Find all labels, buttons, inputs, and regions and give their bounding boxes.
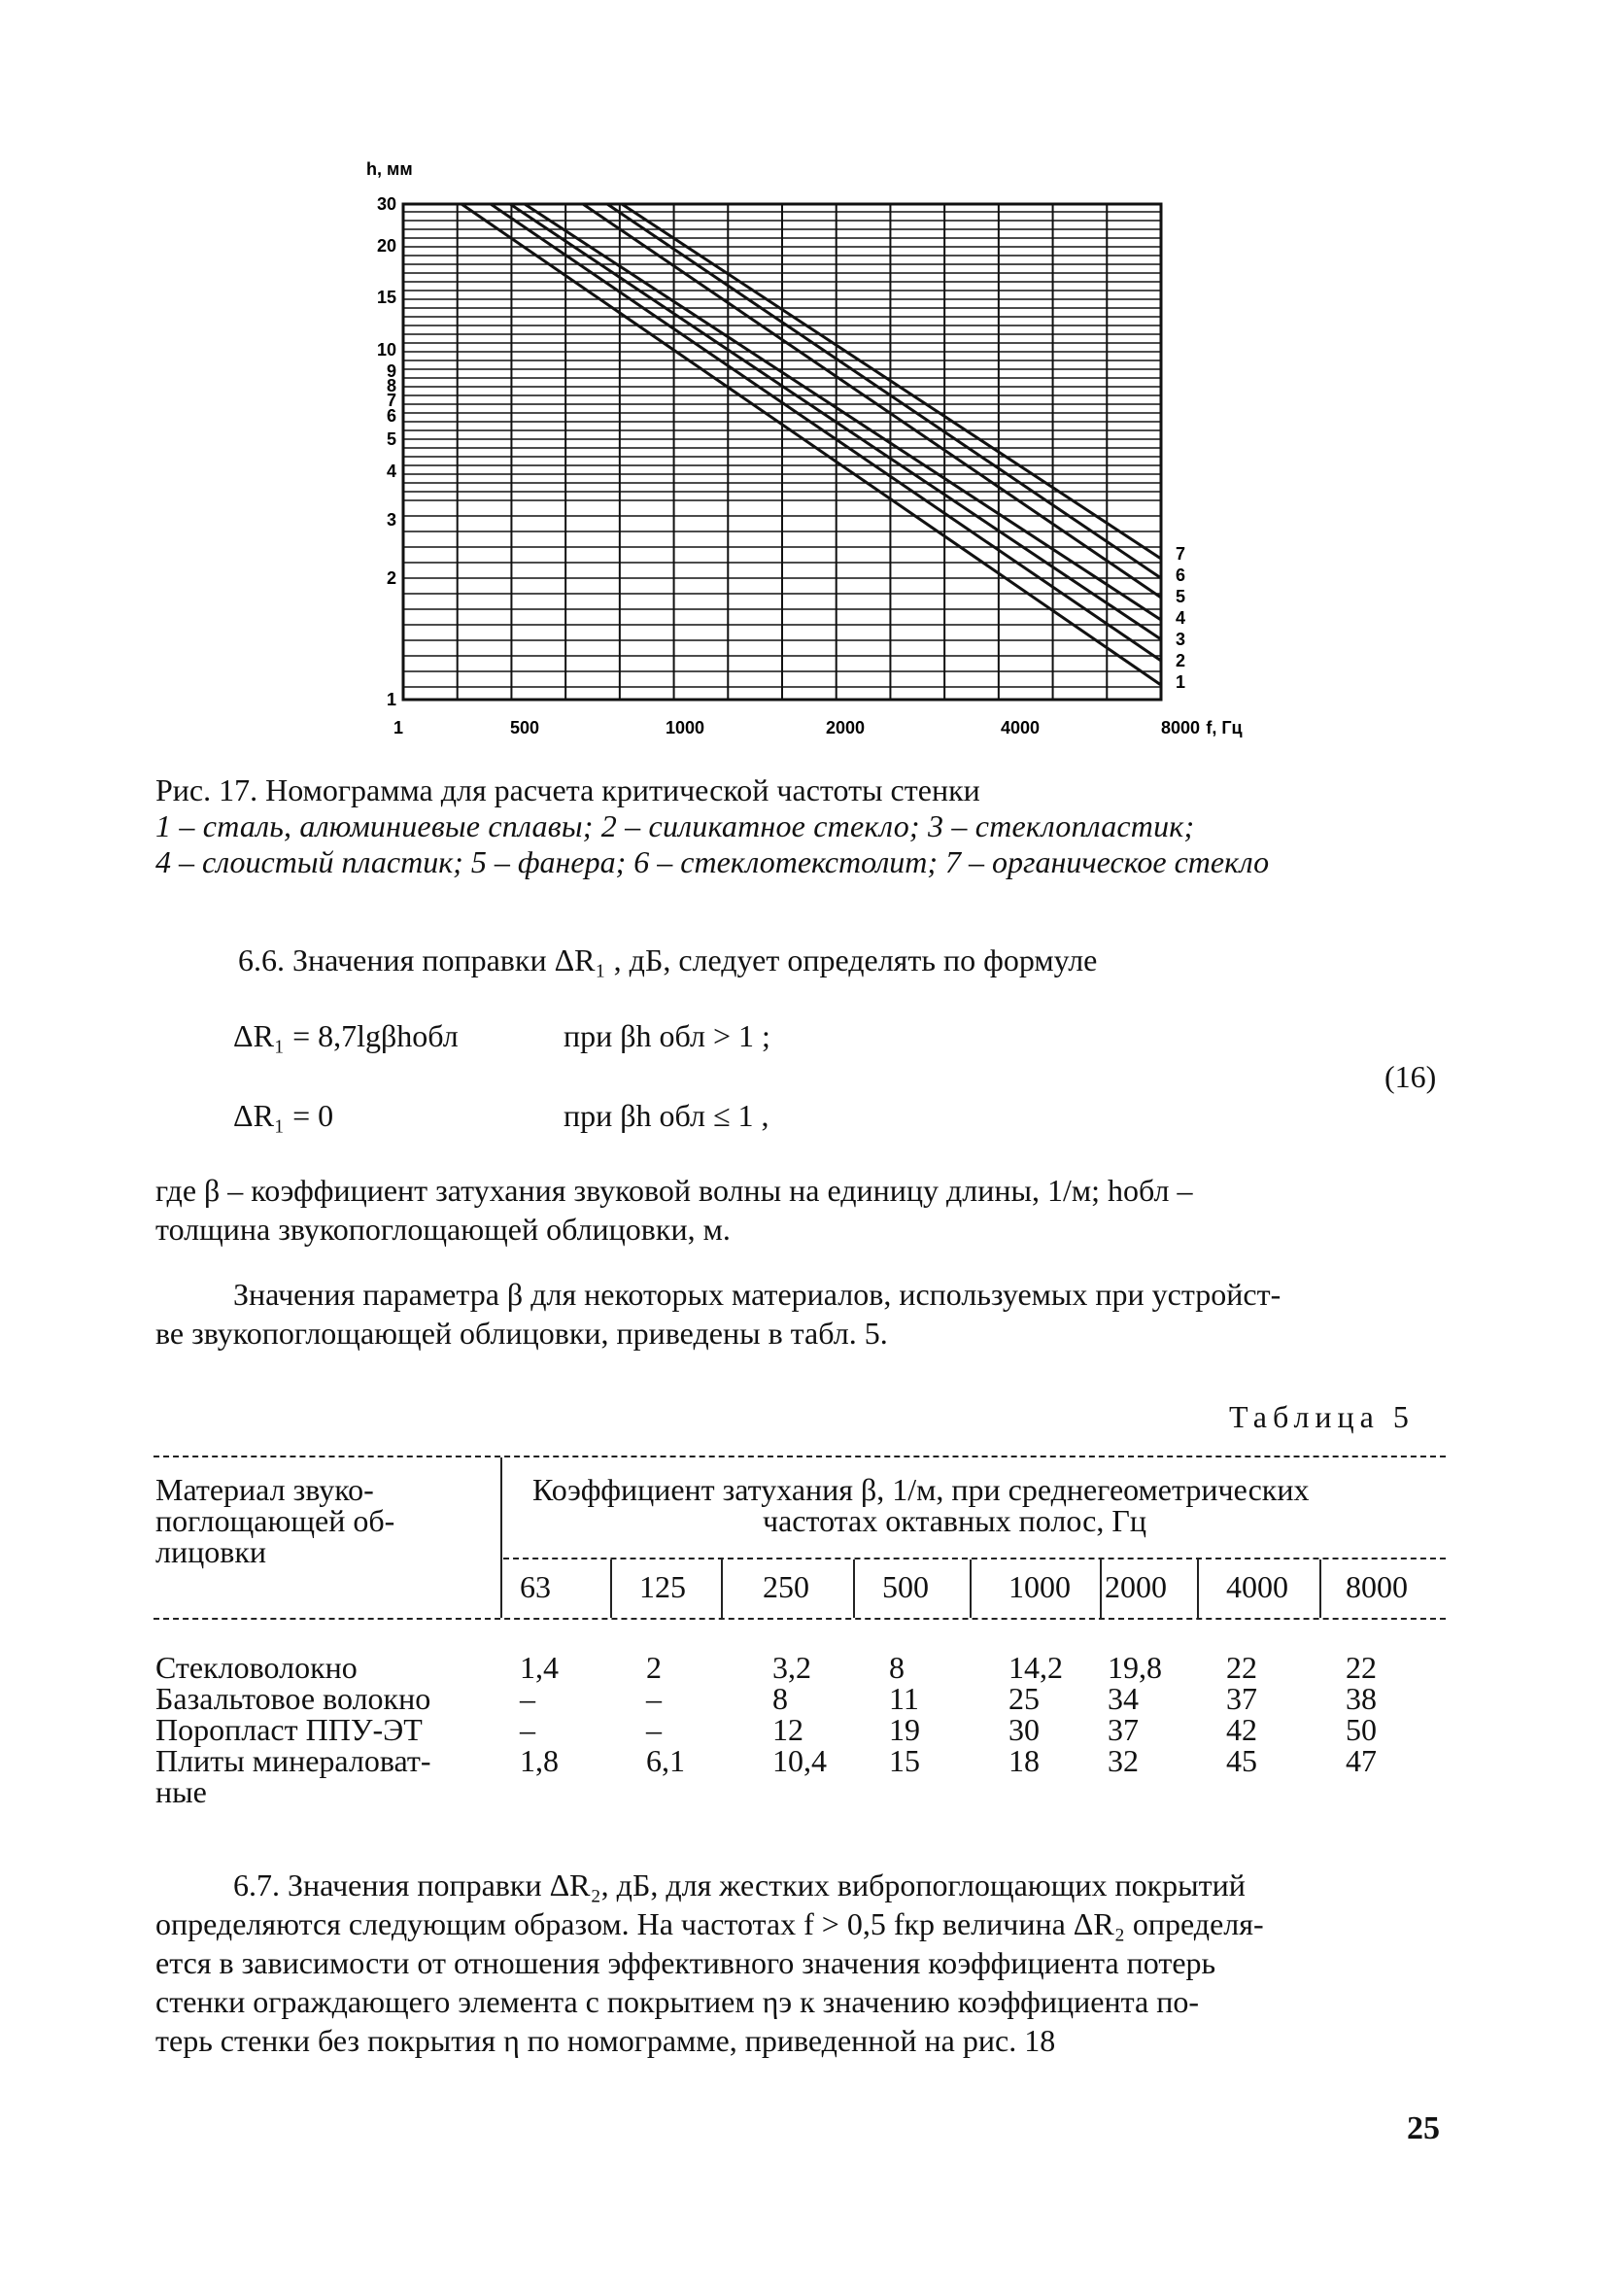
x-tick-label: 2000	[825, 718, 866, 737]
section-6-7-line-5: терь стенки без покрытия η по номограмме, приведенной на рис. 18	[155, 2023, 1056, 2058]
table-vline-material	[500, 1457, 502, 1618]
table-row-material: Стекловолокно	[155, 1650, 358, 1685]
y-tick-label: 4	[386, 462, 396, 481]
freq-header-125: 125	[639, 1569, 686, 1604]
page-number: 25	[1407, 2110, 1440, 2146]
curve-line	[622, 204, 1161, 559]
formula-2-left: ΔR₁ = 0	[233, 1098, 334, 1133]
y-tick-label: 3	[386, 510, 396, 530]
table-cell: 1,8	[520, 1743, 559, 1778]
curve-number-label: 3	[1176, 630, 1186, 649]
table-cell: 12	[772, 1712, 803, 1747]
table-cell: 19	[889, 1712, 920, 1747]
x-tick-label: 4000	[1000, 718, 1041, 737]
curve-number-label: 2	[1176, 651, 1186, 670]
formula-2-condition: при βh обл ≤ 1 ,	[564, 1098, 769, 1133]
section-6-6-intro: 6.6. Значения поправки ΔR₁ , дБ, следует определять по формуле	[238, 942, 1098, 977]
curve-number-label: 1	[1176, 672, 1186, 692]
x-tick-labels	[393, 718, 1243, 737]
curve-line	[583, 204, 1161, 598]
nomogram-grid	[403, 204, 1161, 700]
table-cell: 22	[1346, 1650, 1377, 1685]
freq-header-4000: 4000	[1226, 1569, 1288, 1604]
where-line-2: толщина звукопоглощающей облицовки, м.	[155, 1212, 731, 1247]
section-6-7-line-1: 6.7. Значения поправки ΔR₂, дБ, для жестких вибропоглощающих покрытий	[233, 1868, 1246, 1902]
table-cell: 34	[1108, 1681, 1139, 1716]
table-cell: 32	[1108, 1743, 1139, 1778]
table-header-bottom-rule	[154, 1618, 1446, 1620]
figure-caption	[155, 772, 1269, 880]
table-cell: 22	[1226, 1650, 1257, 1685]
table-cell: 18	[1008, 1743, 1040, 1778]
table-vline	[1319, 1559, 1321, 1618]
freq-header-8000: 8000	[1346, 1569, 1408, 1604]
table-cell: 30	[1008, 1712, 1040, 1747]
caption-legend-line-1: 1 – сталь, алюминиевые сплавы; 2 – силикатное стекло; 3 – стеклопластик;	[155, 808, 1195, 843]
curve-number-label: 7	[1176, 544, 1186, 564]
material-header-line-3: лицовки	[155, 1534, 266, 1569]
freq-header-250: 250	[763, 1569, 809, 1604]
table-title: Таблица 5	[1229, 1399, 1415, 1434]
section-6-7-line-2: определяются следующим образом. На частотах f > 0,5 fкр величина ΔR₂ определя-	[155, 1906, 1264, 1941]
table-vline	[853, 1559, 855, 1618]
table-cell: 45	[1226, 1743, 1257, 1778]
freq-header-63: 63	[520, 1569, 551, 1604]
formula-1-condition: при βh обл > 1 ;	[564, 1018, 770, 1053]
x-tick-label: 1000	[665, 718, 705, 737]
table-cell: 50	[1346, 1712, 1377, 1747]
table-cell: 3,2	[772, 1650, 811, 1685]
table-cell: 14,2	[1008, 1650, 1063, 1685]
table-cell: 42	[1226, 1712, 1257, 1747]
table-mid-rule	[503, 1558, 1446, 1559]
y-tick-label: 10	[376, 340, 396, 360]
table-row-material: ные	[155, 1774, 207, 1809]
table-cell: 1,4	[520, 1650, 559, 1685]
caption-legend-line-2: 4 – слоистый пластик; 5 – фанера; 6 – стеклотекстолит; 7 – органическое стекло	[155, 844, 1270, 879]
coef-header-line-2: частотах октавных полос, Гц	[763, 1503, 1146, 1538]
table-cell: 47	[1346, 1743, 1377, 1778]
y-tick-label: 5	[386, 429, 396, 449]
table-cell: 37	[1226, 1681, 1257, 1716]
curve-number-label: 4	[1176, 608, 1186, 628]
table-cell: 8	[889, 1650, 905, 1685]
table-cell: 19,8	[1108, 1650, 1162, 1685]
y-tick-labels	[377, 194, 396, 709]
y-tick-label: 1	[386, 690, 396, 709]
table-vline	[1197, 1559, 1199, 1618]
y-tick-label: 8	[386, 376, 396, 395]
values-line-1: Значения параметра β для некоторых материалов, используемых при устройст-	[233, 1277, 1281, 1312]
curve-line	[607, 204, 1161, 578]
curve-number-label: 6	[1176, 565, 1186, 585]
formula-1-left: ΔR₁ = 8,7lgβhобл	[233, 1018, 459, 1053]
table-row-material: Поропласт ППУ-ЭТ	[155, 1712, 423, 1747]
equation-number: (16)	[1384, 1059, 1437, 1094]
table-row-material: Базальтовое волокно	[155, 1681, 431, 1716]
table-cell: 11	[889, 1681, 919, 1716]
nomogram-figure	[330, 146, 1244, 748]
values-line-2: ве звукопоглощающей облицовки, приведены в табл. 5.	[155, 1316, 888, 1351]
y-tick-label: 30	[376, 194, 396, 214]
material-header-line-2: поглощающей об-	[155, 1503, 395, 1538]
freq-header-1000: 1000	[1008, 1569, 1071, 1604]
x-tick-label: 8000	[1160, 718, 1201, 737]
coef-header-line-1: Коэффициент затухания β, 1/м, при среднегеометрических	[532, 1472, 1310, 1507]
material-header-line-1: Материал звуко-	[155, 1472, 374, 1507]
caption-title: Рис. 17. Номограмма для расчета критической частоты стенки	[155, 772, 980, 807]
table-vline	[970, 1559, 972, 1618]
table-cell: –	[646, 1681, 662, 1716]
y-tick-label: 7	[386, 391, 396, 410]
table-top-rule	[154, 1456, 1446, 1457]
freq-header-2000: 2000	[1105, 1569, 1167, 1604]
y-tick-label: 15	[376, 288, 396, 307]
table-cell: 8	[772, 1681, 788, 1716]
table-row-material: Плиты минераловат-	[155, 1743, 431, 1778]
curve-number-labels	[1176, 544, 1185, 692]
curve-number-label: 5	[1176, 587, 1186, 606]
table-cell: 25	[1008, 1681, 1040, 1716]
table-cell: 38	[1346, 1681, 1377, 1716]
x-tick-label: 500	[509, 718, 540, 737]
table-vline	[1100, 1559, 1102, 1618]
table-cell: 2	[646, 1650, 662, 1685]
y-tick-label: 9	[386, 361, 396, 381]
y-axis-label: h, мм	[366, 159, 413, 179]
freq-header-500: 500	[882, 1569, 929, 1604]
table-vline	[610, 1559, 612, 1618]
x-axis-label: f, Гц	[1206, 718, 1243, 737]
table-cell: 37	[1108, 1712, 1139, 1747]
table-cell: 10,4	[772, 1743, 827, 1778]
table-cell: 6,1	[646, 1743, 685, 1778]
y-tick-label: 2	[386, 568, 396, 588]
table-cell: –	[646, 1712, 662, 1747]
section-6-7-line-3: ется в зависимости от отношения эффективного значения коэффициента потерь	[155, 1945, 1216, 1980]
table-vline	[721, 1559, 723, 1618]
table-cell: –	[520, 1681, 535, 1716]
x-tick-label: 1	[393, 718, 404, 737]
table-cell: –	[520, 1712, 535, 1747]
section-6-7-line-4: стенки ограждающего элемента с покрытием ηэ к значению коэффициента по-	[155, 1984, 1199, 2019]
y-tick-label: 6	[386, 406, 396, 426]
y-tick-label: 20	[376, 236, 396, 256]
table-cell: 15	[889, 1743, 920, 1778]
where-line-1: где β – коэффициент затухания звуковой волны на единицу длины, 1/м; hобл –	[155, 1173, 1193, 1208]
